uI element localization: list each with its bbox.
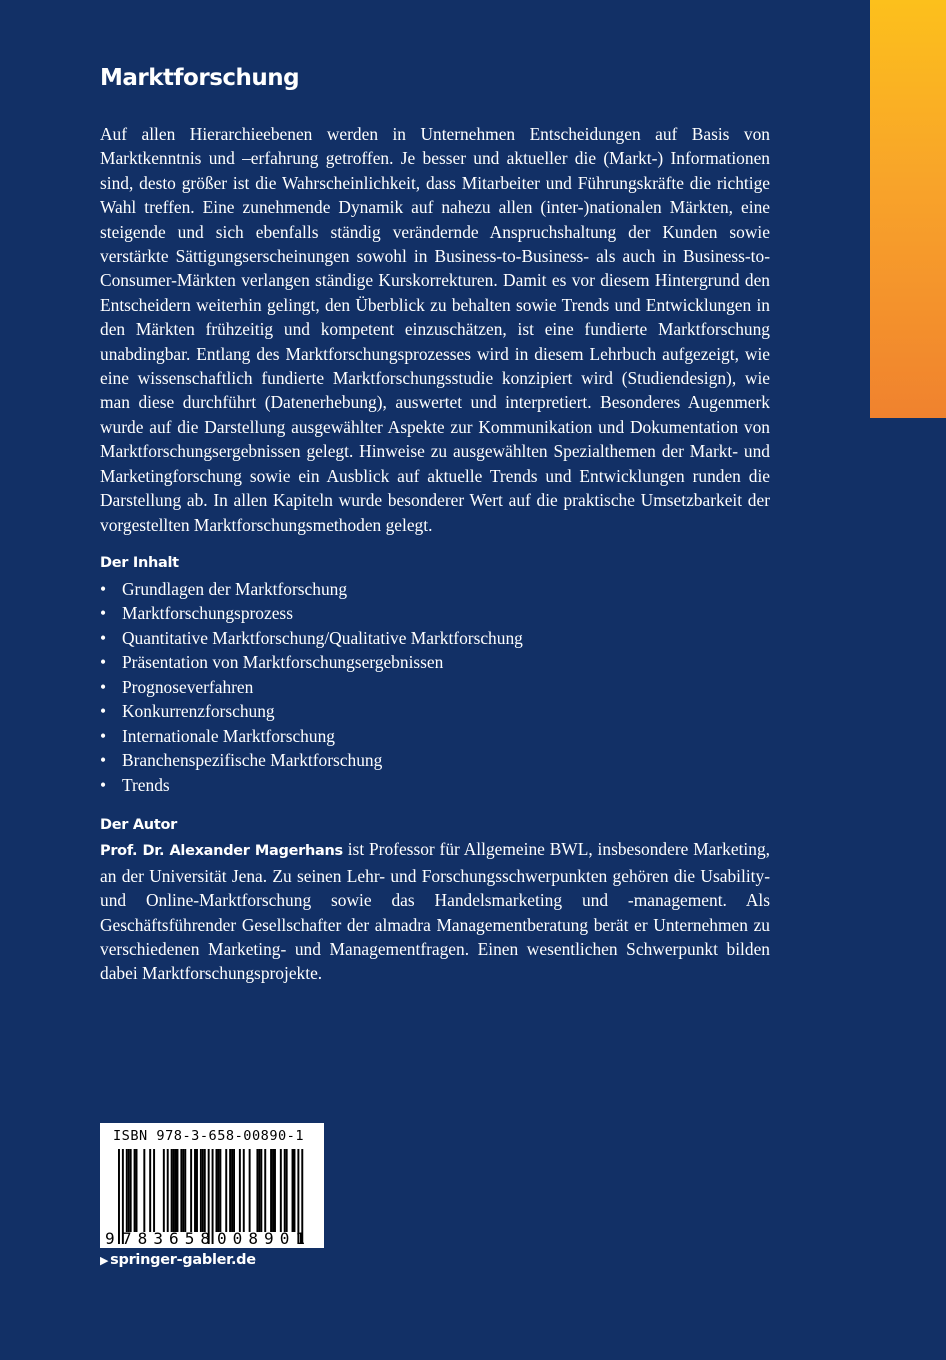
- barcode-bar: [167, 1149, 169, 1232]
- contents-item-label: Trends: [122, 774, 170, 795]
- barcode-bar: [184, 1149, 186, 1232]
- barcode-bar: [286, 1149, 288, 1232]
- barcode-bar: [190, 1149, 192, 1232]
- barcode-bar: [173, 1149, 175, 1232]
- barcode-bar: [149, 1149, 151, 1232]
- bullet-icon: •: [100, 578, 107, 599]
- contents-list-item: [100, 601, 770, 626]
- contents-item-label: Quantitative Marktforschung/Qualitative Marktforschung: [122, 627, 523, 648]
- bullet-icon: •: [100, 603, 107, 624]
- contents-list-item: [100, 748, 770, 773]
- barcode-bar: [284, 1149, 286, 1232]
- website-url: springer-gabler.de: [110, 1252, 256, 1268]
- contents-list-item: [100, 577, 770, 602]
- barcode-bar: [163, 1149, 165, 1232]
- barcode-bar: [216, 1149, 218, 1232]
- barcode-bar: [204, 1149, 206, 1232]
- barcode-bar: [231, 1149, 233, 1232]
- barcode-bar: [180, 1149, 182, 1232]
- contents-list-item: [100, 650, 770, 675]
- contents-item-label: Grundlagen der Marktforschung: [122, 578, 348, 599]
- author-bio: [100, 837, 770, 985]
- barcode-bar: [256, 1149, 258, 1232]
- barcode-bar: [260, 1149, 262, 1232]
- book-title: Marktforschung: [100, 65, 300, 91]
- barcode-bar: [225, 1149, 227, 1232]
- barcode-bar: [258, 1149, 260, 1232]
- barcode-bar: [243, 1149, 245, 1232]
- book-description: Auf allen Hierarchieebenen werden in Unternehmen Entscheidungen auf Basis von Marktkenntnis und –erfahrung getroffen. Je besser und aktueller die (Markt-) Informationen sind, desto größer ist die Wahrscheinlichkeit, dass Mitarbeiter und Führungskräfte die richtige Wahl treffen. Eine zunehmende Dynamik auf nahezu allen (inter-)nationalen Märkten, eine steigende und sich ebenfalls ständig verändernde Anspruchshaltung der Kunden sowie verstärkte Sättigungserscheinungen sowohl in Business-to-Business- als auch in Business-to-Consumer-Märkten verlangen ständige Kurskorrekturen. Damit es vor diesem Hintergrund den Entscheidern weiterhin gelingt, den Überblick zu behalten sowie Trends und Entwicklungen in den Märkten frühzeitig und kompetent einzuschätzen, ist eine fundierte Marktforschung unabdingbar. Entlang des Marktforschungsprozesses wird in diesem Lehrbuch aufgezeigt, wie eine wissenschaftlich fundierte Marktforschungsstudie konzipiert wird (Studiendesign), wie man diese durchführt (Datenerhebung), auswertet und interpretiert. Besonderes Augenmerk wurde auf die Darstellung ausgewählter Aspekte zur Kommunikation und Dokumentation von Marktforschungsergebnissen gelegt. Hinweise zu ausgewählten Spezialthemen der Markt- und Marketingforschung sowie ein Ausblick auf aktuelle Trends und Entwicklungen runden die Darstellung ab. In allen Kapiteln wurde besonderer Wert auf die praktische Umsetzbarkeit der vorgestellten Marktforschungsmethoden gelegt.: [100, 124, 770, 535]
- contents-item-label: Internationale Marktforschung: [122, 725, 335, 746]
- arrow-right-icon: ▶: [100, 1254, 109, 1267]
- barcode-bar: [177, 1149, 179, 1232]
- barcode-digits-left: 783658: [122, 1229, 210, 1248]
- author-name: Prof. Dr. Alexander Magerhans: [100, 843, 343, 860]
- barcode-bar: [294, 1149, 296, 1232]
- barcode-bar: [134, 1149, 136, 1232]
- barcode-digit-first: 9: [105, 1229, 115, 1248]
- barcode-bar: [153, 1149, 155, 1232]
- barcode-bar: [274, 1149, 276, 1232]
- barcode-bar: [194, 1149, 196, 1232]
- back-cover-content: [100, 60, 770, 986]
- contents-list-item: [100, 699, 770, 724]
- barcode-bar: [212, 1149, 214, 1244]
- barcode-bar: [239, 1149, 241, 1232]
- bullet-icon: •: [100, 701, 107, 722]
- orange-accent-bar: [870, 0, 946, 418]
- isbn-barcode: [100, 1123, 324, 1248]
- author-heading: Der Autor: [100, 817, 177, 834]
- contents-list-item: [100, 675, 770, 700]
- barcode-bar: [130, 1149, 132, 1232]
- contents-list-item: [100, 724, 770, 749]
- contents-item-label: Branchenspezifische Marktforschung: [122, 750, 383, 771]
- barcode-graphic: [100, 1123, 324, 1248]
- barcode-bar: [233, 1149, 235, 1232]
- bullet-icon: •: [100, 774, 107, 795]
- bullet-icon: •: [100, 652, 107, 673]
- barcode-bar: [182, 1149, 184, 1232]
- barcode-bar: [270, 1149, 272, 1232]
- barcode-bar: [128, 1149, 130, 1232]
- contents-item-label: Prognoseverfahren: [122, 676, 254, 697]
- isbn-label: ISBN 978-3-658-00890-1: [113, 1128, 305, 1144]
- bullet-icon: •: [100, 627, 107, 648]
- bullet-icon: •: [100, 725, 107, 746]
- contents-list-item: [100, 773, 770, 798]
- author-bio-text: ist Professor für Allgemeine BWL, insbesondere Marketing, an der Universität Jena. Zu seinen Lehr- und Forschungsschwerpunkten gehören die Usability- und Online-Marktforschung sowie das Handelsmarketing und -management. Als Geschäftsführender Gesellschafter der almadra Managementberatung berät er Unternehmen zu verschiedenen Marketing- und Managementfragen. Einen wesentlichen Schwerpunkt bilden dabei Marktforschungsprojekte.: [100, 839, 770, 984]
- barcode-bar: [217, 1149, 219, 1232]
- barcode-bar: [136, 1149, 138, 1232]
- contents-item-label: Konkurrenzforschung: [122, 701, 275, 722]
- barcode-bar: [196, 1149, 198, 1232]
- barcode-bar: [280, 1149, 282, 1232]
- bullet-icon: •: [100, 676, 107, 697]
- barcode-bar: [175, 1149, 177, 1232]
- barcode-bar: [219, 1149, 221, 1232]
- website-link[interactable]: [100, 1252, 256, 1268]
- barcode-bar: [292, 1149, 294, 1232]
- barcode-bar: [126, 1149, 128, 1232]
- barcode-bar: [200, 1149, 202, 1232]
- contents-heading: Der Inhalt: [100, 554, 179, 571]
- contents-list: [100, 577, 770, 798]
- barcode-bar: [143, 1149, 145, 1232]
- barcode-bar: [272, 1149, 274, 1232]
- contents-list-item: [100, 626, 770, 651]
- contents-item-label: Marktforschungsprozess: [122, 603, 293, 624]
- barcode-digits-right: 008901: [217, 1229, 305, 1248]
- barcode-bar: [118, 1149, 120, 1244]
- bullet-icon: •: [100, 750, 107, 771]
- barcode-bar: [264, 1149, 266, 1232]
- barcode-bar: [202, 1149, 204, 1232]
- barcode-bar: [249, 1149, 251, 1232]
- barcode-bar: [229, 1149, 231, 1232]
- barcode-bar: [171, 1149, 173, 1232]
- contents-item-label: Präsentation von Marktforschungsergebnissen: [122, 652, 444, 673]
